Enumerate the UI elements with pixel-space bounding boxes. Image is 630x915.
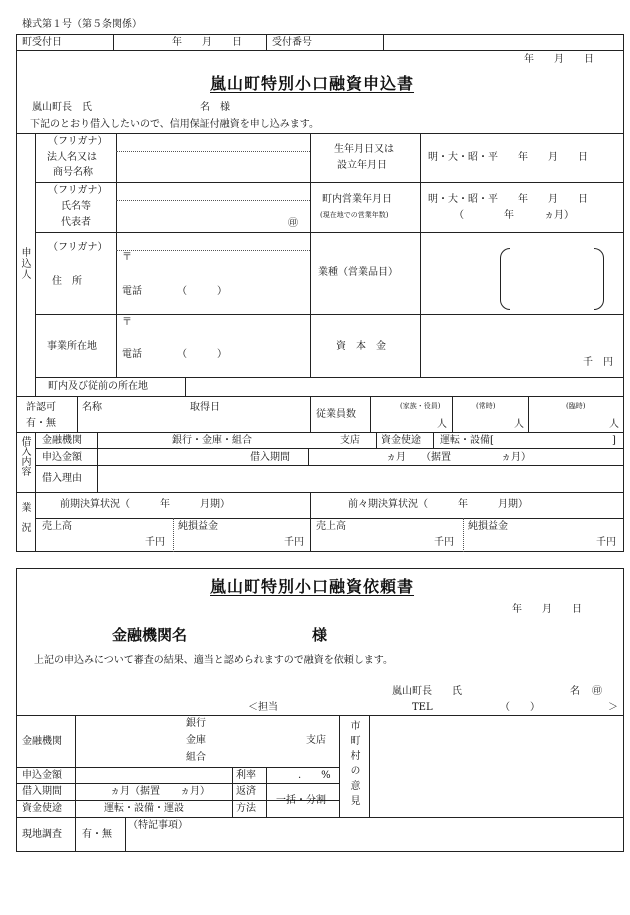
previous-previous-fy-label: 前々期決算状況（ 年 月期） bbox=[348, 499, 528, 510]
mayor-name: 名 bbox=[570, 686, 580, 697]
request-body: 上記の申込みについて審査の結果、適当と認められますので融資を依頼します。 bbox=[34, 655, 393, 666]
application-date: 年 月 日 bbox=[524, 54, 594, 65]
survey-value: 有・無 bbox=[82, 829, 112, 840]
employees-temporary: (臨時) bbox=[566, 402, 586, 410]
employees-label: 従業員数 bbox=[316, 409, 356, 420]
previous-fy-label: 前期決算状況（ 年 月期） bbox=[60, 499, 230, 510]
furigana-3: （フリガナ） bbox=[48, 242, 108, 253]
profit-label-1: 純損益金 bbox=[178, 521, 218, 532]
application-title: 嵐山町特別小口融資申込書 bbox=[210, 74, 415, 93]
profit-unit-1: 千円 bbox=[284, 537, 304, 548]
seal-icon: ㊞ bbox=[288, 218, 298, 229]
birth-label-2: 設立年月日 bbox=[337, 160, 387, 171]
period-value: ヵ月 （据置 ヵ月） bbox=[386, 452, 531, 463]
town-receipt-date-label: 町受付日 bbox=[22, 37, 62, 48]
business-status-label: 業況 bbox=[19, 502, 30, 542]
mayor-label: 嵐山町長 氏 bbox=[392, 686, 462, 697]
repay-value: 一括・分割 bbox=[276, 795, 326, 806]
request-use-label: 資金使途 bbox=[22, 803, 62, 814]
contact-label: ＜担当 bbox=[248, 702, 278, 713]
period-label: 借入期間 bbox=[250, 452, 290, 463]
business-years: （ 年 ヵ月） bbox=[454, 210, 574, 221]
tel-label: TEL bbox=[412, 702, 433, 713]
mayor-seal-icon: ㊞ bbox=[592, 686, 602, 697]
permit-date-label: 取得日 bbox=[190, 402, 220, 413]
tel-paren: （ ） bbox=[500, 702, 540, 713]
postal-mark: 〒 bbox=[122, 252, 132, 263]
person-name-label: 氏名等 bbox=[61, 201, 91, 212]
furigana-1: （フリガナ） bbox=[48, 136, 108, 147]
addressee-suffix: 名 様 bbox=[200, 102, 230, 113]
addressee: 嵐山町長 氏 bbox=[32, 102, 92, 113]
request-period-value: ヵ月（据置 ヵ月） bbox=[110, 786, 210, 797]
business-date-note: (現在地での営業年数) bbox=[320, 211, 389, 219]
sales-label-2: 売上高 bbox=[316, 521, 346, 532]
contact-close: ＞ bbox=[608, 702, 618, 713]
bank-name-label: 金融機関名 bbox=[112, 626, 188, 644]
capital-label: 資 本 金 bbox=[336, 341, 386, 352]
receipt-number-label: 受付番号 bbox=[272, 37, 312, 48]
town-opinion-label: 市町村の意見 bbox=[348, 720, 359, 810]
industry-label: 業種（営業品目） bbox=[318, 267, 398, 278]
bank-label: 金融機関 bbox=[42, 435, 82, 446]
applicant-label: 申込人 bbox=[19, 247, 30, 280]
repay-label-1: 返済 bbox=[236, 786, 256, 797]
rate-value: . % bbox=[298, 770, 331, 781]
sales-unit-2: 千円 bbox=[434, 537, 454, 548]
profit-label-2: 純損益金 bbox=[468, 521, 508, 532]
business-date-value: 明・大・昭・平 年 月 日 bbox=[428, 194, 588, 205]
birth-date-value: 明・大・昭・平 年 月 日 bbox=[428, 152, 588, 163]
form-number: 様式第１号（第５条関係） bbox=[22, 19, 142, 30]
previous-address-label: 町内及び従前の所在地 bbox=[48, 381, 148, 392]
application-form bbox=[16, 34, 624, 552]
request-bank-type-1: 銀行 bbox=[186, 718, 206, 729]
reason-label: 借入理由 bbox=[42, 473, 82, 484]
request-period-label: 借入期間 bbox=[22, 786, 62, 797]
corp-name-label: 法人名又は bbox=[47, 152, 97, 163]
request-bank-label: 金融機関 bbox=[22, 736, 62, 747]
request-branch-label: 支店 bbox=[306, 735, 326, 746]
birth-label-1: 生年月日又は bbox=[334, 144, 394, 155]
bracket-right-icon bbox=[594, 248, 604, 310]
office-location-label: 事業所在地 bbox=[47, 341, 97, 352]
employee-unit-3: 人 bbox=[609, 419, 619, 430]
request-bank-type-3: 組合 bbox=[186, 752, 206, 763]
request-use-value: 運転・設備・運設 bbox=[104, 803, 184, 814]
loan-content-label: 借入内容 bbox=[19, 436, 30, 476]
address-label: 住 所 bbox=[52, 276, 82, 287]
business-date-label: 町内営業年月日 bbox=[322, 194, 392, 205]
furigana-2: （フリガナ） bbox=[48, 185, 108, 196]
profit-unit-2: 千円 bbox=[596, 537, 616, 548]
request-bank-type-2: 金庫 bbox=[186, 735, 206, 746]
employee-unit-2: 人 bbox=[514, 419, 524, 430]
town-receipt-date-value: 年 月 日 bbox=[172, 37, 242, 48]
application-intro: 下記のとおり借入したいので、信用保証付融資を申し込みます。 bbox=[30, 119, 319, 130]
fund-use-value: 運転・設備[ bbox=[440, 435, 494, 446]
amount-label: 申込金額 bbox=[42, 452, 82, 463]
branch-label: 支店 bbox=[340, 435, 360, 446]
request-title: 嵐山町特別小口融資依頼書 bbox=[210, 577, 415, 596]
special-notes-label: （特記事項） bbox=[128, 820, 188, 831]
employee-unit-1: 人 bbox=[437, 419, 447, 430]
request-amount-label: 申込金額 bbox=[22, 770, 62, 781]
bank-types: 銀行・金庫・組合 bbox=[172, 435, 252, 446]
sales-label-1: 売上高 bbox=[42, 521, 72, 532]
request-date: 年 月 日 bbox=[512, 604, 582, 615]
capital-unit: 千 円 bbox=[583, 357, 613, 368]
bracket-left-icon bbox=[500, 248, 510, 310]
fund-use-close: ] bbox=[612, 435, 616, 446]
employees-regular: (常時) bbox=[476, 402, 496, 410]
rate-label: 利率 bbox=[236, 770, 256, 781]
permit-name-label: 名称 bbox=[82, 402, 102, 413]
trade-name-label: 商号名称 bbox=[53, 167, 93, 178]
permit-value: 有・無 bbox=[26, 418, 56, 429]
phone-label-2: 電話 （ ） bbox=[122, 349, 227, 360]
sama-label: 様 bbox=[312, 626, 328, 644]
phone-label: 電話 （ ） bbox=[122, 286, 227, 297]
repay-label-2: 方法 bbox=[236, 803, 256, 814]
employees-family: (家族・役員) bbox=[400, 402, 441, 410]
sales-unit-1: 千円 bbox=[145, 537, 165, 548]
representative-label: 代表者 bbox=[61, 217, 91, 228]
fund-use-label: 資金使途 bbox=[381, 435, 421, 446]
survey-label: 現地調査 bbox=[22, 829, 62, 840]
postal-mark-2: 〒 bbox=[122, 317, 132, 328]
permit-label: 許認可 bbox=[26, 402, 56, 413]
